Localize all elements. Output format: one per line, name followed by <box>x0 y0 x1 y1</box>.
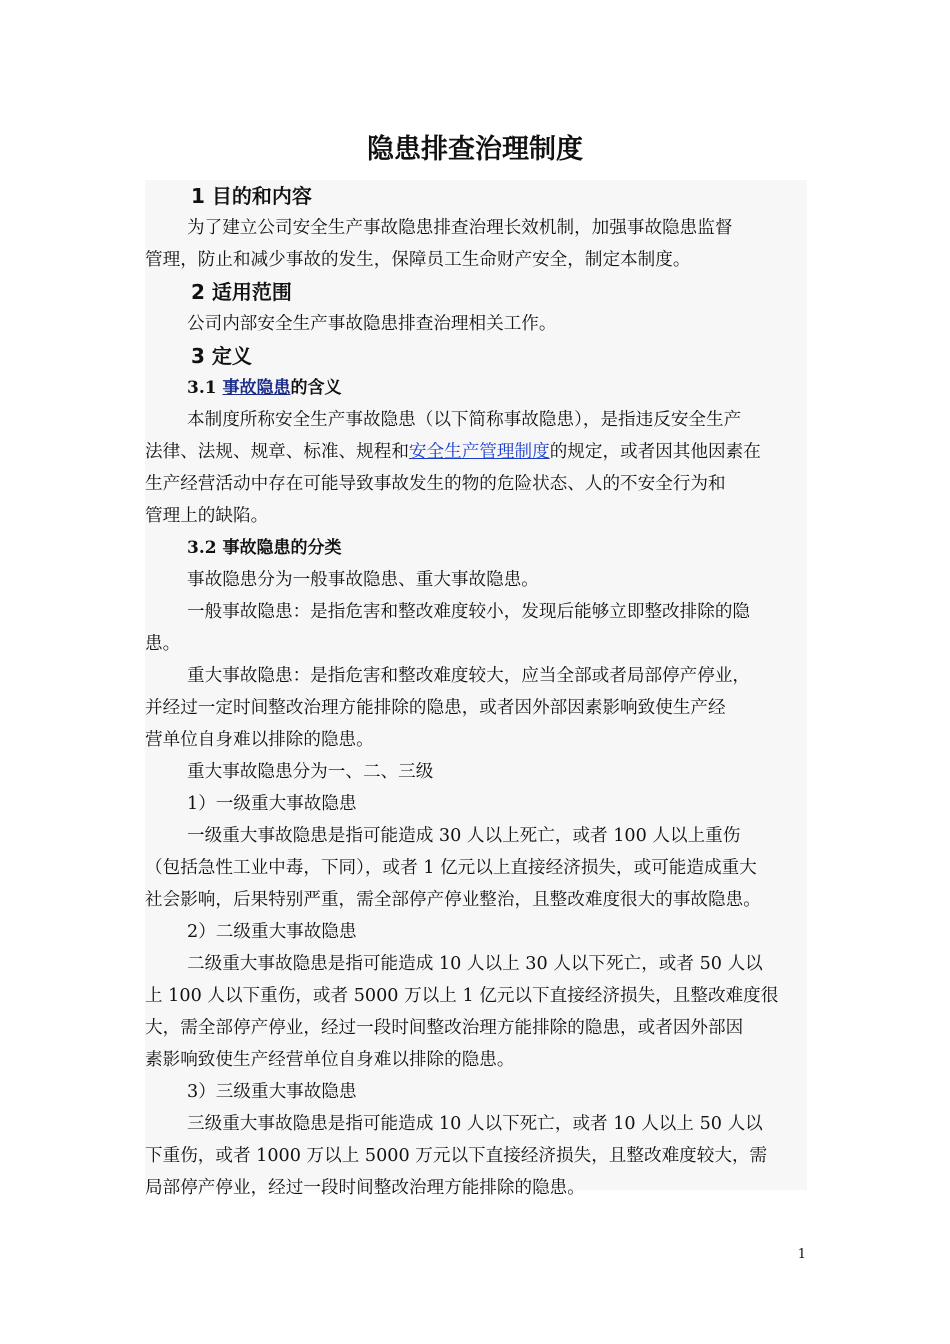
paragraph-line: 并经过一定时间整改治理方能排除的隐患，或者因外部因素影响致使生产经 <box>145 698 726 718</box>
paragraph-line: （包括急性工业中毒，下同），或者 1 亿元以上直接经济损失，或可能造成重大 <box>145 858 757 878</box>
paragraph-line: 事故隐患分为一般事故隐患、重大事故隐患。 <box>187 570 539 590</box>
paragraph-line: 大，需全部停产停业，经过一段时间整改治理方能排除的隐患，或者因外部因 <box>145 1018 744 1038</box>
paragraph-line: 素影响致使生产经营单位自身难以排除的隐患。 <box>145 1050 515 1070</box>
section-1-heading: 1 目的和内容 <box>191 184 312 208</box>
heading-number: 3.1 <box>187 378 223 398</box>
paragraph-line: 公司内部安全生产事故隐患排查治理相关工作。 <box>187 314 557 334</box>
page-number: 1 <box>797 1247 806 1262</box>
level-3-heading: 3）三级重大事故隐患 <box>187 1082 357 1102</box>
safety-management-link[interactable]: 安全生产管理制度 <box>408 442 550 462</box>
level-1-heading: 1）一级重大事故隐患 <box>187 794 357 814</box>
paragraph-line: 为了建立公司安全生产事故隐患排查治理长效机制，加强事故隐患监督 <box>187 218 733 238</box>
line-text: 的规定，或者因其他因素在 <box>549 442 761 462</box>
level-2-heading: 2）二级重大事故隐患 <box>187 922 357 942</box>
section-3-2-heading: 3.2 事故隐患的分类 <box>187 538 342 558</box>
paragraph-line: 一般事故隐患：是指危害和整改难度较小，发现后能够立即整改排除的隐 <box>187 602 751 622</box>
paragraph-line: 社会影响，后果特别严重，需全部停产停业整治，且整改难度很大的事故隐患。 <box>145 890 761 910</box>
paragraph-line: 生产经营活动中存在可能导致事故发生的物的危险状态、人的不安全行为和 <box>145 474 726 494</box>
section-2-heading: 2 适用范围 <box>191 280 292 304</box>
document-body <box>145 180 807 1198</box>
paragraph-line: 重大事故隐患：是指危害和整改难度较大，应当全部或者局部停产停业， <box>187 666 751 686</box>
paragraph-line: 二级重大事故隐患是指可能造成 10 人以上 30 人以下死亡，或者 50 人以 <box>187 954 763 974</box>
paragraph-line: 管理，防止和减少事故的发生，保障员工生命财产安全，制定本制度。 <box>145 250 691 270</box>
hazard-link[interactable]: 事故隐患 <box>222 378 291 398</box>
section-3-heading: 3 定义 <box>191 344 252 368</box>
paragraph-line: 局部停产停业，经过一段时间整改治理方能排除的隐患。 <box>145 1178 585 1198</box>
paragraph-line <box>145 436 807 468</box>
paragraph-line: 下重伤，或者 1000 万以上 5000 万元以下直接经济损失，且整改难度较大，需 <box>145 1146 768 1166</box>
section-3-1-heading <box>187 372 807 404</box>
paragraph-line: 上 100 人以下重伤，或者 5000 万以上 1 亿元以下直接经济损失，且整改难度很 <box>145 986 779 1006</box>
paragraph-line: 三级重大事故隐患是指可能造成 10 人以下死亡，或者 10 人以上 50 人以 <box>187 1114 763 1134</box>
paragraph-line: 患。 <box>145 634 181 654</box>
page-title: 隐患排查治理制度 <box>367 134 583 165</box>
line-text: 法律、法规、规章、标准、规程和 <box>145 442 409 462</box>
paragraph-line: 重大事故隐患分为一、二、三级 <box>187 762 434 782</box>
paragraph-line: 本制度所称安全生产事故隐患（以下简称事故隐患），是指违反安全生产 <box>187 410 742 430</box>
heading-text: 的含义 <box>290 378 342 398</box>
paragraph-line: 一级重大事故隐患是指可能造成 30 人以上死亡，或者 100 人以上重伤 <box>187 826 741 846</box>
paragraph-line: 营单位自身难以排除的隐患。 <box>145 730 374 750</box>
paragraph-line: 管理上的缺陷。 <box>145 506 269 526</box>
